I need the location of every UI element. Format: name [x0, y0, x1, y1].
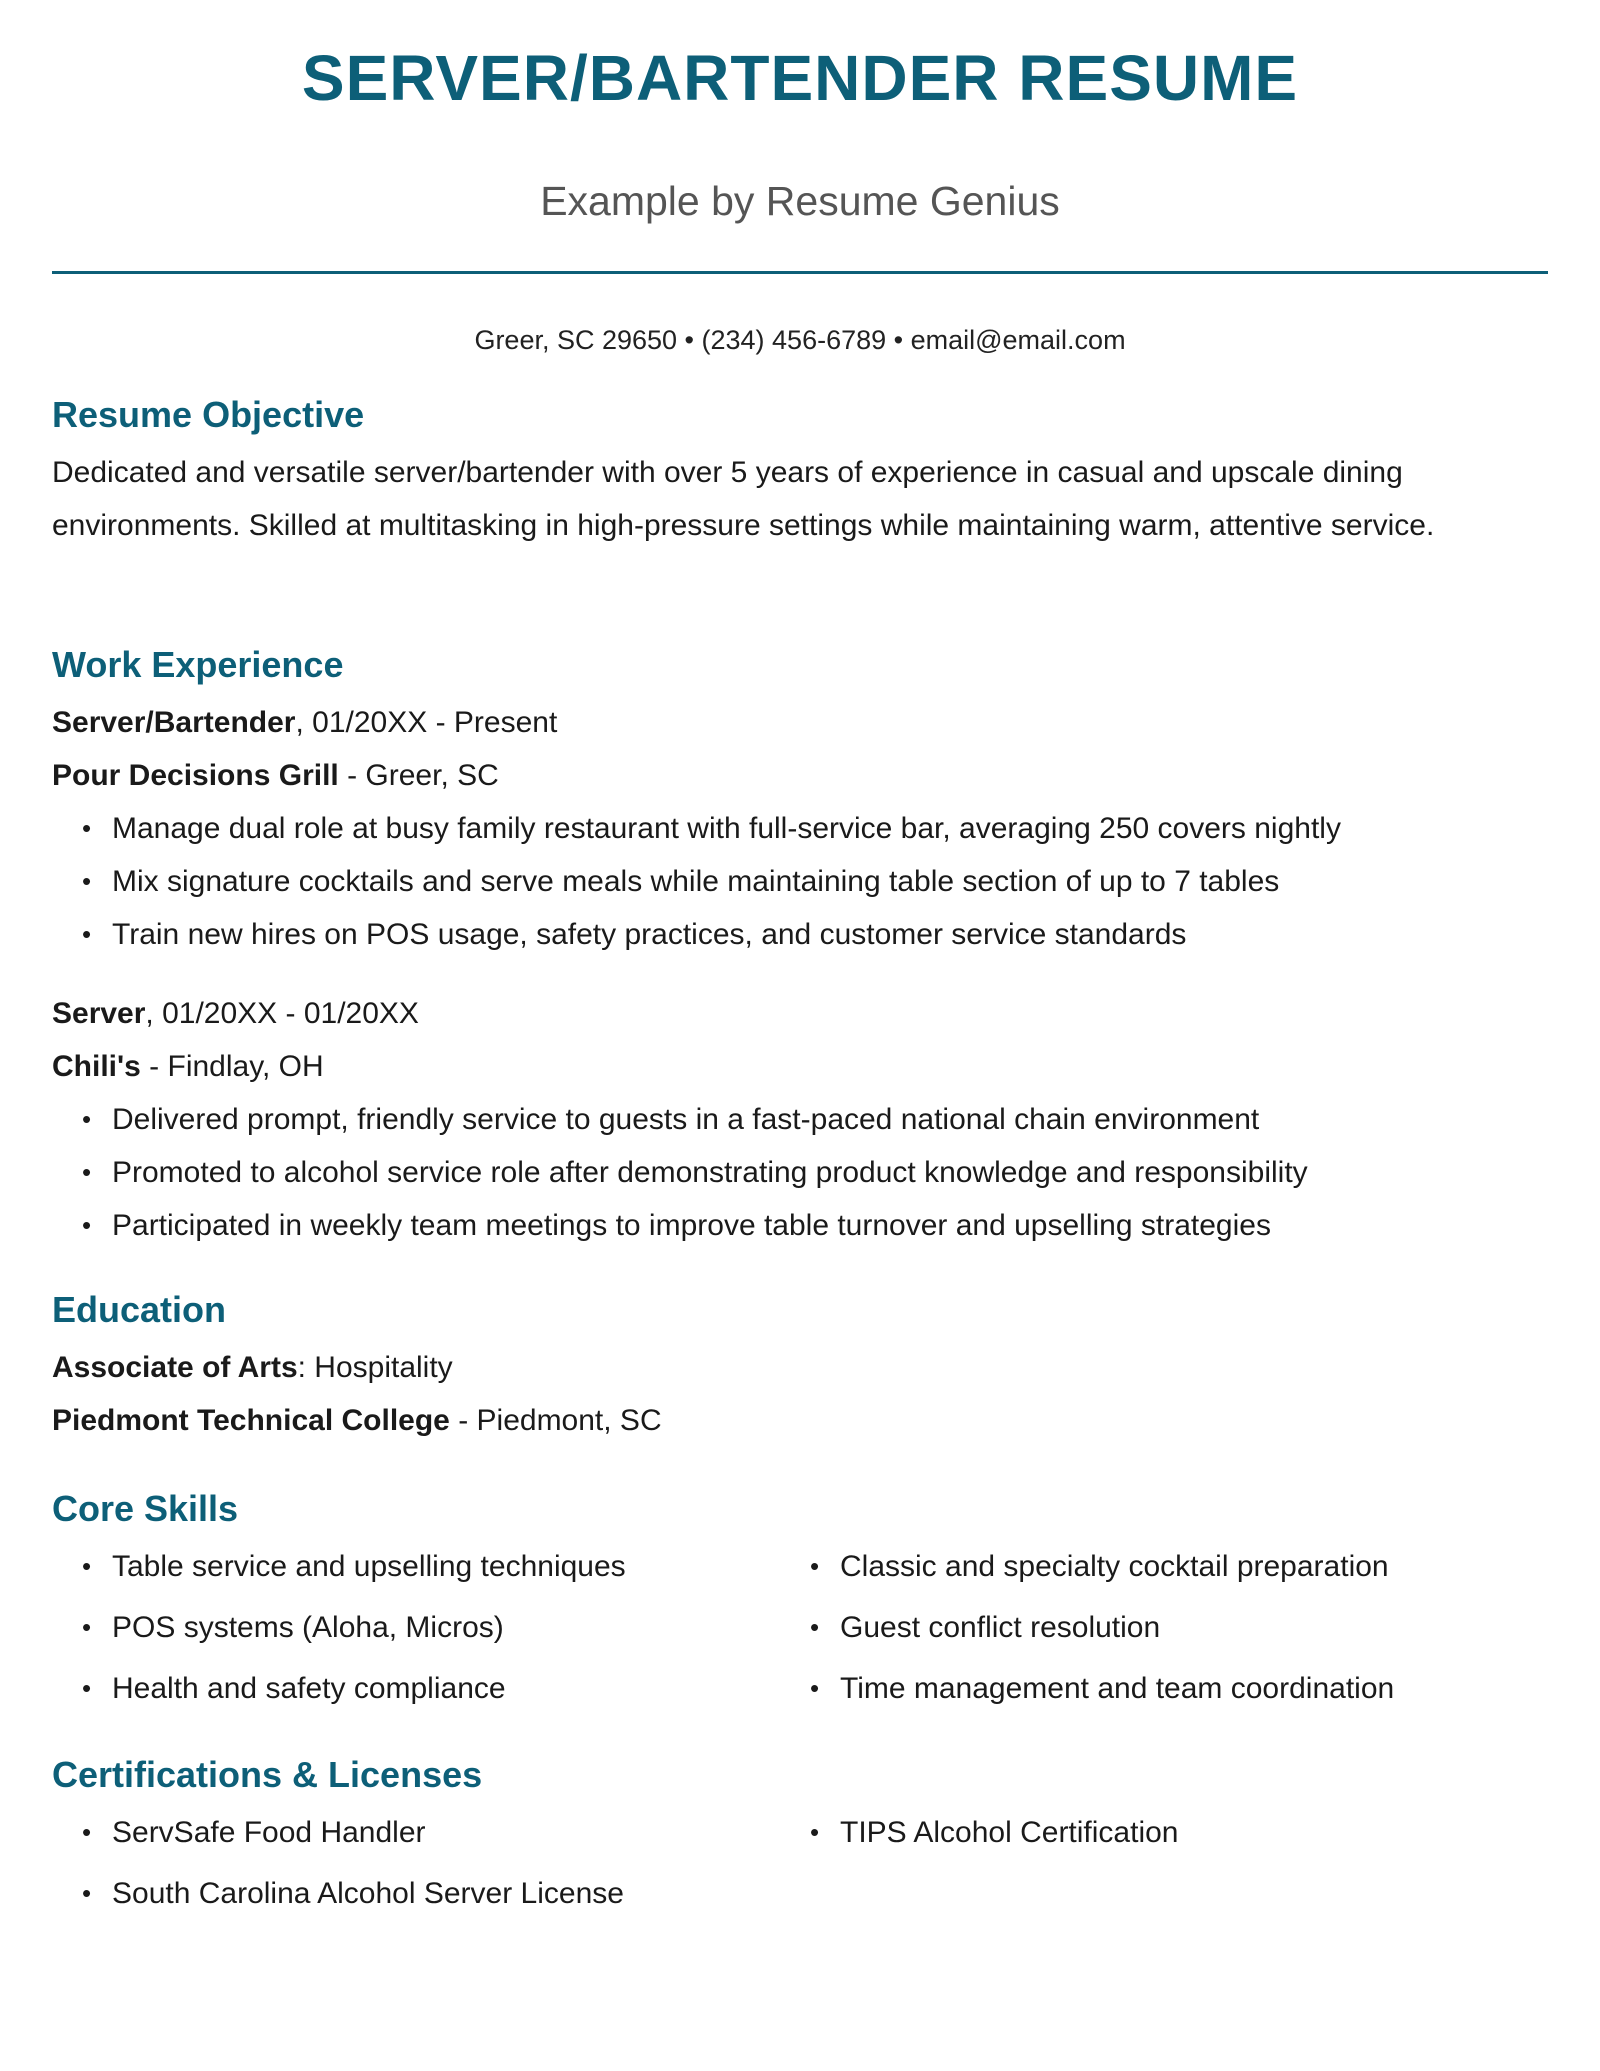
certifications-section: [52, 1752, 1548, 1924]
job-bullet: • Participated in weekly team meetings to improve table turnover and upselling strategies: [82, 1199, 1548, 1252]
certifications-list: [52, 1802, 1548, 1924]
job-bullets: [52, 1093, 1548, 1252]
certification-item: • South Carolina Alcohol Server License: [82, 1863, 810, 1924]
objective-text: Dedicated and versatile server/bartender with over 5 years of experience in casual and upscale dining environments. Skilled at multitasking in high-pressure settings while maintaining warm, attentive service.: [52, 456, 1435, 542]
job-location: - Greer, SC: [338, 759, 499, 792]
skills-section: [52, 1486, 1548, 1719]
job-title-line: [52, 987, 1548, 1040]
experience-heading: Work Experience: [52, 644, 344, 685]
education-heading: Education: [52, 1289, 227, 1330]
contact-line: Greer, SC 29650 • (234) 456-6789 • email@email.com: [474, 325, 1126, 355]
header-divider: [52, 271, 1548, 274]
job-company-line: [52, 1040, 1548, 1093]
objective-section: [52, 392, 1548, 552]
education-entry: [52, 1341, 1548, 1447]
job-company: Pour Decisions Grill: [52, 759, 339, 792]
certification-item: • TIPS Alcohol Certification: [810, 1802, 1538, 1863]
experience-section: [52, 642, 1548, 1252]
job-dates: , 01/20XX - 01/20XX: [145, 997, 419, 1030]
job-role: Server/Bartender: [52, 706, 296, 739]
skill-item: • POS systems (Aloha, Micros): [82, 1597, 810, 1658]
job-entry: [52, 987, 1548, 1252]
education-school: Piedmont Technical College: [52, 1404, 450, 1437]
education-location: - Piedmont, SC: [449, 1404, 662, 1437]
skills-heading: Core Skills: [52, 1488, 239, 1529]
job-bullet: • Train new hires on POS usage, safety practices, and customer service standards: [82, 908, 1548, 961]
education-section: [52, 1287, 1548, 1447]
education-degree-line: [52, 1341, 1548, 1394]
education-field: : Hospitality: [297, 1351, 453, 1384]
job-title-line: [52, 696, 1548, 749]
job-bullets: [52, 802, 1548, 961]
job-bullet: • Mix signature cocktails and serve meals while maintaining table section of up to 7 tables: [82, 855, 1548, 908]
objective-heading: Resume Objective: [52, 394, 365, 435]
skill-item: • Guest conflict resolution: [810, 1597, 1538, 1658]
job-bullet: • Manage dual role at busy family restaurant with full-service bar, averaging 250 covers nightly: [82, 802, 1548, 855]
job-location: - Findlay, OH: [140, 1050, 324, 1083]
job-company-line: [52, 749, 1548, 802]
education-school-line: [52, 1394, 1548, 1447]
resume-title: SERVER/BARTENDER RESUME: [301, 42, 1299, 114]
certifications-heading: Certifications & Licenses: [52, 1754, 483, 1795]
skill-item: • Time management and team coordination: [810, 1658, 1538, 1719]
certification-item: • ServSafe Food Handler: [82, 1802, 810, 1863]
job-bullet: • Promoted to alcohol service role after demonstrating product knowledge and responsibility: [82, 1146, 1548, 1199]
skill-item: • Classic and specialty cocktail preparation: [810, 1536, 1538, 1597]
skills-list: [52, 1536, 1548, 1719]
job-bullet: • Delivered prompt, friendly service to guests in a fast-paced national chain environment: [82, 1093, 1548, 1146]
job-entry: [52, 696, 1548, 961]
resume-subtitle: Example by Resume Genius: [540, 178, 1060, 224]
job-role: Server: [52, 997, 146, 1030]
job-company: Chili's: [52, 1050, 141, 1083]
job-dates: , 01/20XX - Present: [295, 706, 558, 739]
skill-item: • Table service and upselling techniques: [82, 1536, 810, 1597]
skill-item: • Health and safety compliance: [82, 1658, 810, 1719]
education-degree: Associate of Arts: [52, 1351, 298, 1384]
